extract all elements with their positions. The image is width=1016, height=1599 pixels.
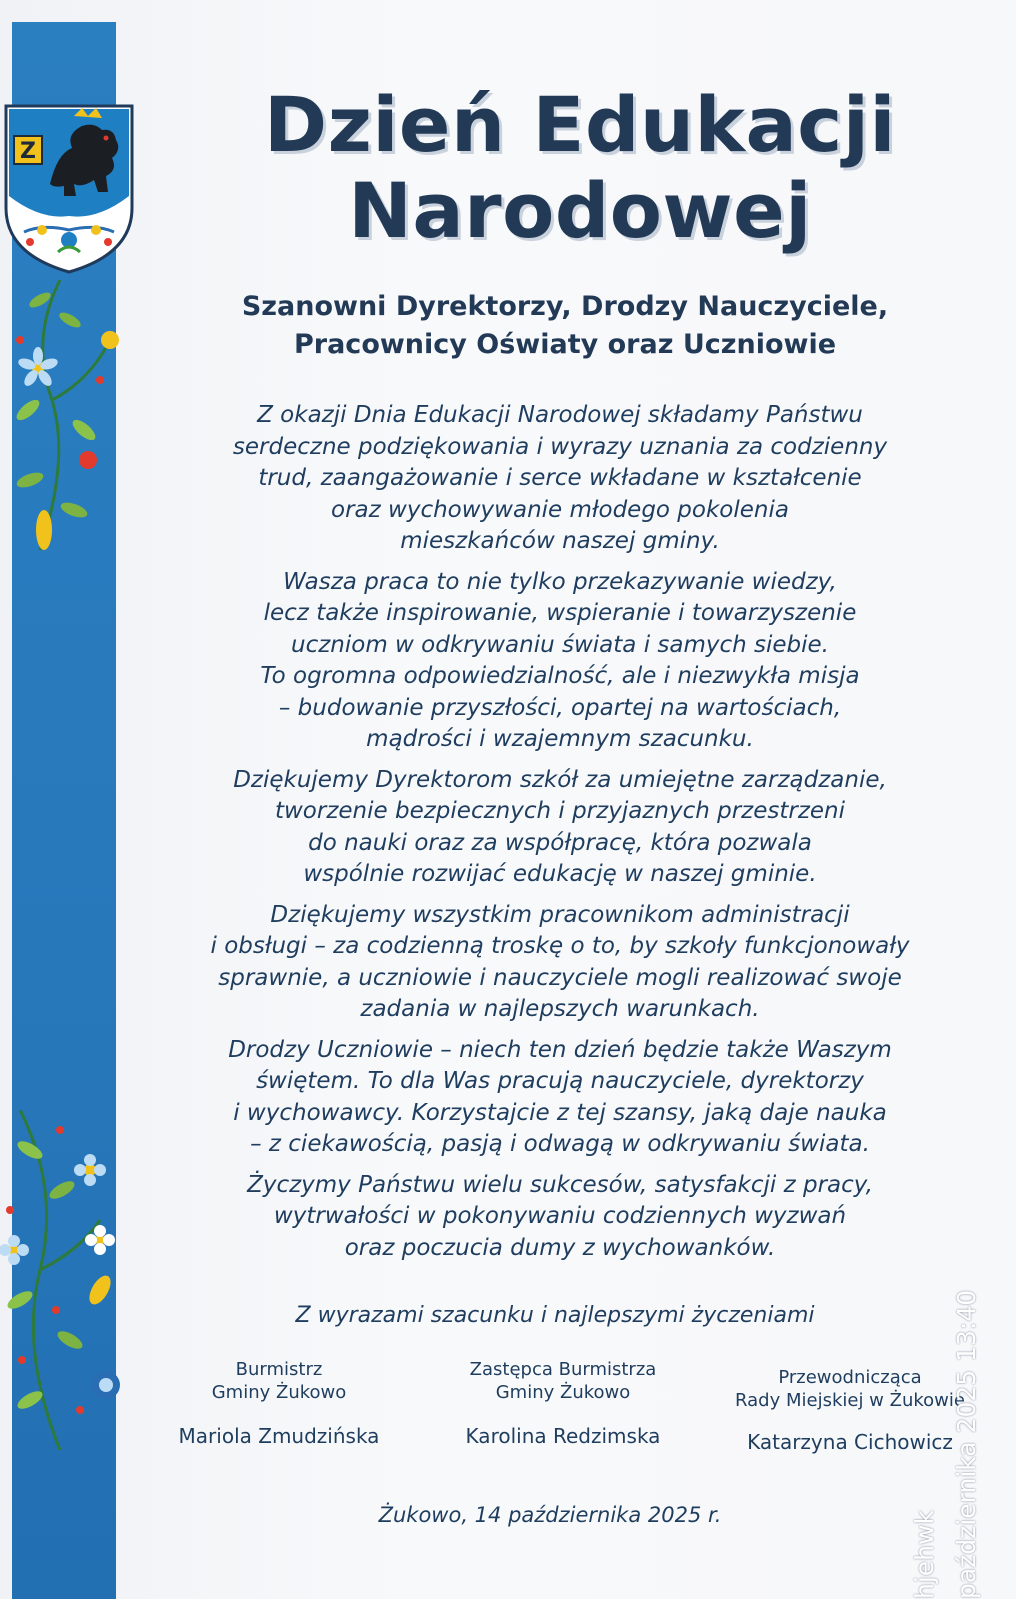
svg-text:Z: Z — [20, 139, 36, 164]
text-line: lecz także inspirowanie, wspieranie i towarzyszenie — [263, 600, 857, 626]
salutation — [170, 288, 960, 364]
page-title — [200, 82, 960, 254]
text-line: oraz wychowywanie młodego pokolenia — [331, 496, 789, 523]
text-line: Wasza praca to nie tylko przekazywanie wiedzy, — [283, 568, 837, 595]
floral-ornament-top — [0, 280, 140, 570]
text-line: Z okazji Dnia Edukacji Narodowej składamy Państwu — [257, 402, 863, 428]
role-line: Zastępca Burmistrza — [469, 1359, 657, 1380]
signature-name: Katarzyna Cichowicz — [747, 1430, 953, 1454]
role-line: Gminy Żukowo — [495, 1382, 631, 1403]
text-line: świętem. To dla Was pracują nauczyciele, dyrektorzy — [256, 1068, 864, 1094]
text-line: oraz poczucia dumy z wychowanków. — [344, 1234, 776, 1261]
closing-line: Z wyrazami szacunku i najlepszymi życzeniami — [295, 1303, 815, 1328]
signature-council-chair — [720, 1366, 980, 1454]
signature-name: Karolina Redzimska — [465, 1424, 661, 1448]
text-line: do nauki oraz za współpracę, która pozwala — [308, 829, 812, 856]
signature-role — [168, 1358, 390, 1404]
salutation-line-2: Pracownicy Oświaty oraz Uczniowie — [293, 329, 837, 360]
text-line: sprawnie, a uczniowie i nauczyciele mogli realizować swoje — [218, 964, 902, 991]
text-line: Drodzy Uczniowie – niech ten dzień będzie także Waszym — [228, 1036, 892, 1063]
text-line: tworzenie bezpiecznych i przyjaznych przestrzeni — [274, 798, 846, 824]
text-line: serdeczne podziękowania i wyrazy uznania za codzienny — [232, 433, 888, 460]
text-line: mieszkańców naszej gminy. — [400, 528, 720, 554]
role-line: Przewodnicząca — [778, 1367, 922, 1388]
role-line: Burmistrz — [235, 1359, 323, 1380]
text-line: Dziękujemy wszystkim pracownikom administracji — [270, 901, 850, 928]
signature-name: Mariola Zmudzińska — [178, 1424, 380, 1448]
text-line: zadania w najlepszych warunkach. — [360, 996, 760, 1022]
title-line-2: Narodowej — [348, 166, 812, 255]
salutation-line-1: Szanowni Dyrektorzy, Drodzy Nauczyciele, — [241, 291, 889, 322]
signature-mayor — [168, 1358, 390, 1448]
text-line: mądrości i wzajemnym szacunku. — [366, 726, 754, 752]
place-and-date: Żukowo, 14 października 2025 r. — [378, 1503, 722, 1527]
text-line: – budowanie przyszłości, opartej na wartościach, — [278, 694, 842, 721]
text-line: uczniom w odkrywaniu świata i samych siebie. — [291, 631, 829, 658]
signature-deputy-mayor — [438, 1358, 688, 1448]
role-line: Gminy Żukowo — [211, 1382, 347, 1403]
text-line: – z ciekawością, pasją i odwagą w odkrywaniu świata. — [250, 1131, 870, 1157]
role-line: Rady Miejskiej w Żukowie — [735, 1390, 965, 1411]
signature-role — [720, 1366, 980, 1412]
paragraph-3 — [160, 765, 960, 891]
signature-role — [438, 1358, 688, 1404]
paragraph-1 — [160, 400, 960, 558]
text-line: To ogromna odpowiedzialność, ale i niezwykła misja — [260, 663, 860, 689]
paragraph-2 — [160, 567, 960, 756]
paragraph-4 — [160, 900, 960, 1026]
letter-body — [160, 400, 960, 1273]
text-line: wspólnie rozwijać edukację w naszej gminie. — [303, 861, 817, 887]
text-line: Dziękujemy Dyrektorom szkół za umiejętne zarządzanie, — [233, 766, 887, 793]
text-line: i obsługi – za codzienną troskę o to, by szkoły funkcjonowały — [210, 933, 910, 959]
paragraph-6 — [160, 1170, 960, 1265]
paragraph-5 — [160, 1035, 960, 1161]
coat-of-arms-emblem — [2, 104, 136, 274]
text-line: Życzymy Państwu wielu sukcesów, satysfakcji z pracy, — [247, 1171, 873, 1198]
text-line: wytrwałości w pokonywaniu codziennych wyzwań — [273, 1203, 847, 1229]
text-line: trud, zaangażowanie i serce wkładane w kształcenie — [258, 465, 862, 491]
text-line: i wychowawcy. Korzystajcie z tej szansy, jaką daje nauka — [233, 1099, 887, 1126]
photo-watermark-tag: hjehwk — [910, 1510, 939, 1599]
photo-timestamp-watermark: października 2025 13:40 — [952, 1289, 981, 1599]
title-line-1: Dzień Edukacji — [264, 80, 896, 169]
floral-ornament-bottom — [0, 1110, 140, 1470]
